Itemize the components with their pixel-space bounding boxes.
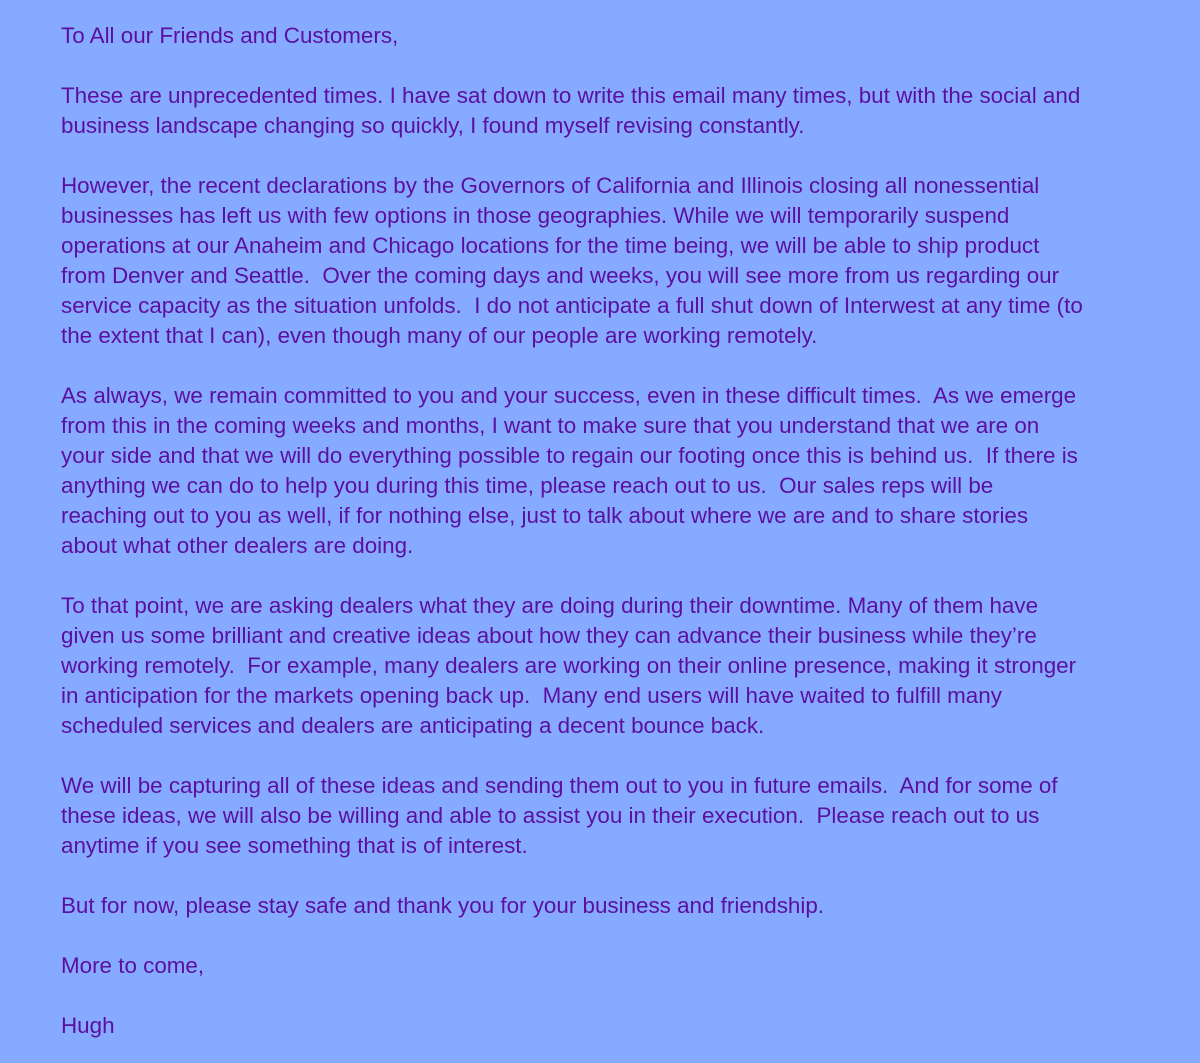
paragraph-3-line-2: from this in the coming weeks and months, I want to make sure that you understand that we are on bbox=[61, 413, 1040, 438]
paragraph-1-line-2: business landscape changing so quickly, I found myself revising constantly. bbox=[61, 113, 805, 138]
paragraph-5-line-3: anytime if you see something that is of interest. bbox=[61, 833, 528, 858]
paragraph-5 bbox=[61, 771, 1160, 861]
paragraph-2-line-1: However, the recent declarations by the Governors of California and Illinois closing all nonessential bbox=[61, 173, 1040, 198]
paragraph-6-line-1: But for now, please stay safe and thank you for your business and friendship. bbox=[61, 893, 824, 918]
paragraph-5-line-1: We will be capturing all of these ideas and sending them out to you in future emails. And for some of bbox=[61, 773, 1058, 798]
paragraph-2 bbox=[61, 171, 1160, 351]
paragraph-3-line-5: reaching out to you as well, if for nothing else, just to talk about where we are and to share stories bbox=[61, 503, 1029, 528]
signature bbox=[61, 1011, 1160, 1041]
paragraph-3-line-6: about what other dealers are doing. bbox=[61, 533, 414, 558]
paragraph-4-line-2: given us some brilliant and creative ideas about how they can advance their business while they’re bbox=[61, 623, 1037, 648]
paragraph-3-line-4: anything we can do to help you during this time, please reach out to us. Our sales reps will be bbox=[61, 473, 994, 498]
paragraph-3-line-1: As always, we remain committed to you and your success, even in these difficult times. As we emerge bbox=[61, 383, 1077, 408]
greeting bbox=[61, 21, 1160, 51]
paragraph-3-line-3: your side and that we will do everything possible to regain our footing once this is behind us. If there is bbox=[61, 443, 1078, 468]
paragraph-6 bbox=[61, 891, 1160, 921]
signature-line: Hugh bbox=[61, 1013, 115, 1038]
paragraph-2-line-2: businesses has left us with few options in those geographies. While we will temporarily suspend bbox=[61, 203, 1010, 228]
paragraph-3 bbox=[61, 381, 1160, 561]
paragraph-4-line-4: in anticipation for the markets opening back up. Many end users will have waited to fulfill many bbox=[61, 683, 1002, 708]
paragraph-5-line-2: these ideas, we will also be willing and able to assist you in their execution. Please reach out to us bbox=[61, 803, 1040, 828]
closing bbox=[61, 951, 1160, 981]
paragraph-2-line-3: operations at our Anaheim and Chicago locations for the time being, we will be able to ship product bbox=[61, 233, 1040, 258]
paragraph-2-line-5: service capacity as the situation unfolds. I do not anticipate a full shut down of Interwest at any time (to bbox=[61, 293, 1083, 318]
paragraph-4-line-1: To that point, we are asking dealers what they are doing during their downtime. Many of them have bbox=[61, 593, 1039, 618]
paragraph-1-line-1: These are unprecedented times. I have sat down to write this email many times, but with the social and bbox=[61, 83, 1081, 108]
paragraph-2-line-4: from Denver and Seattle. Over the coming days and weeks, you will see more from us regarding our bbox=[61, 263, 1060, 288]
closing-line: More to come, bbox=[61, 953, 205, 978]
paragraph-4 bbox=[61, 591, 1160, 741]
paragraph-4-line-3: working remotely. For example, many dealers are working on their online presence, making it stronger bbox=[61, 653, 1077, 678]
paragraph-2-line-6: the extent that I can), even though many of our people are working remotely. bbox=[61, 323, 818, 348]
greeting-line: To All our Friends and Customers, bbox=[61, 23, 399, 48]
paragraph-4-line-5: scheduled services and dealers are anticipating a decent bounce back. bbox=[61, 713, 765, 738]
paragraph-1 bbox=[61, 81, 1160, 141]
